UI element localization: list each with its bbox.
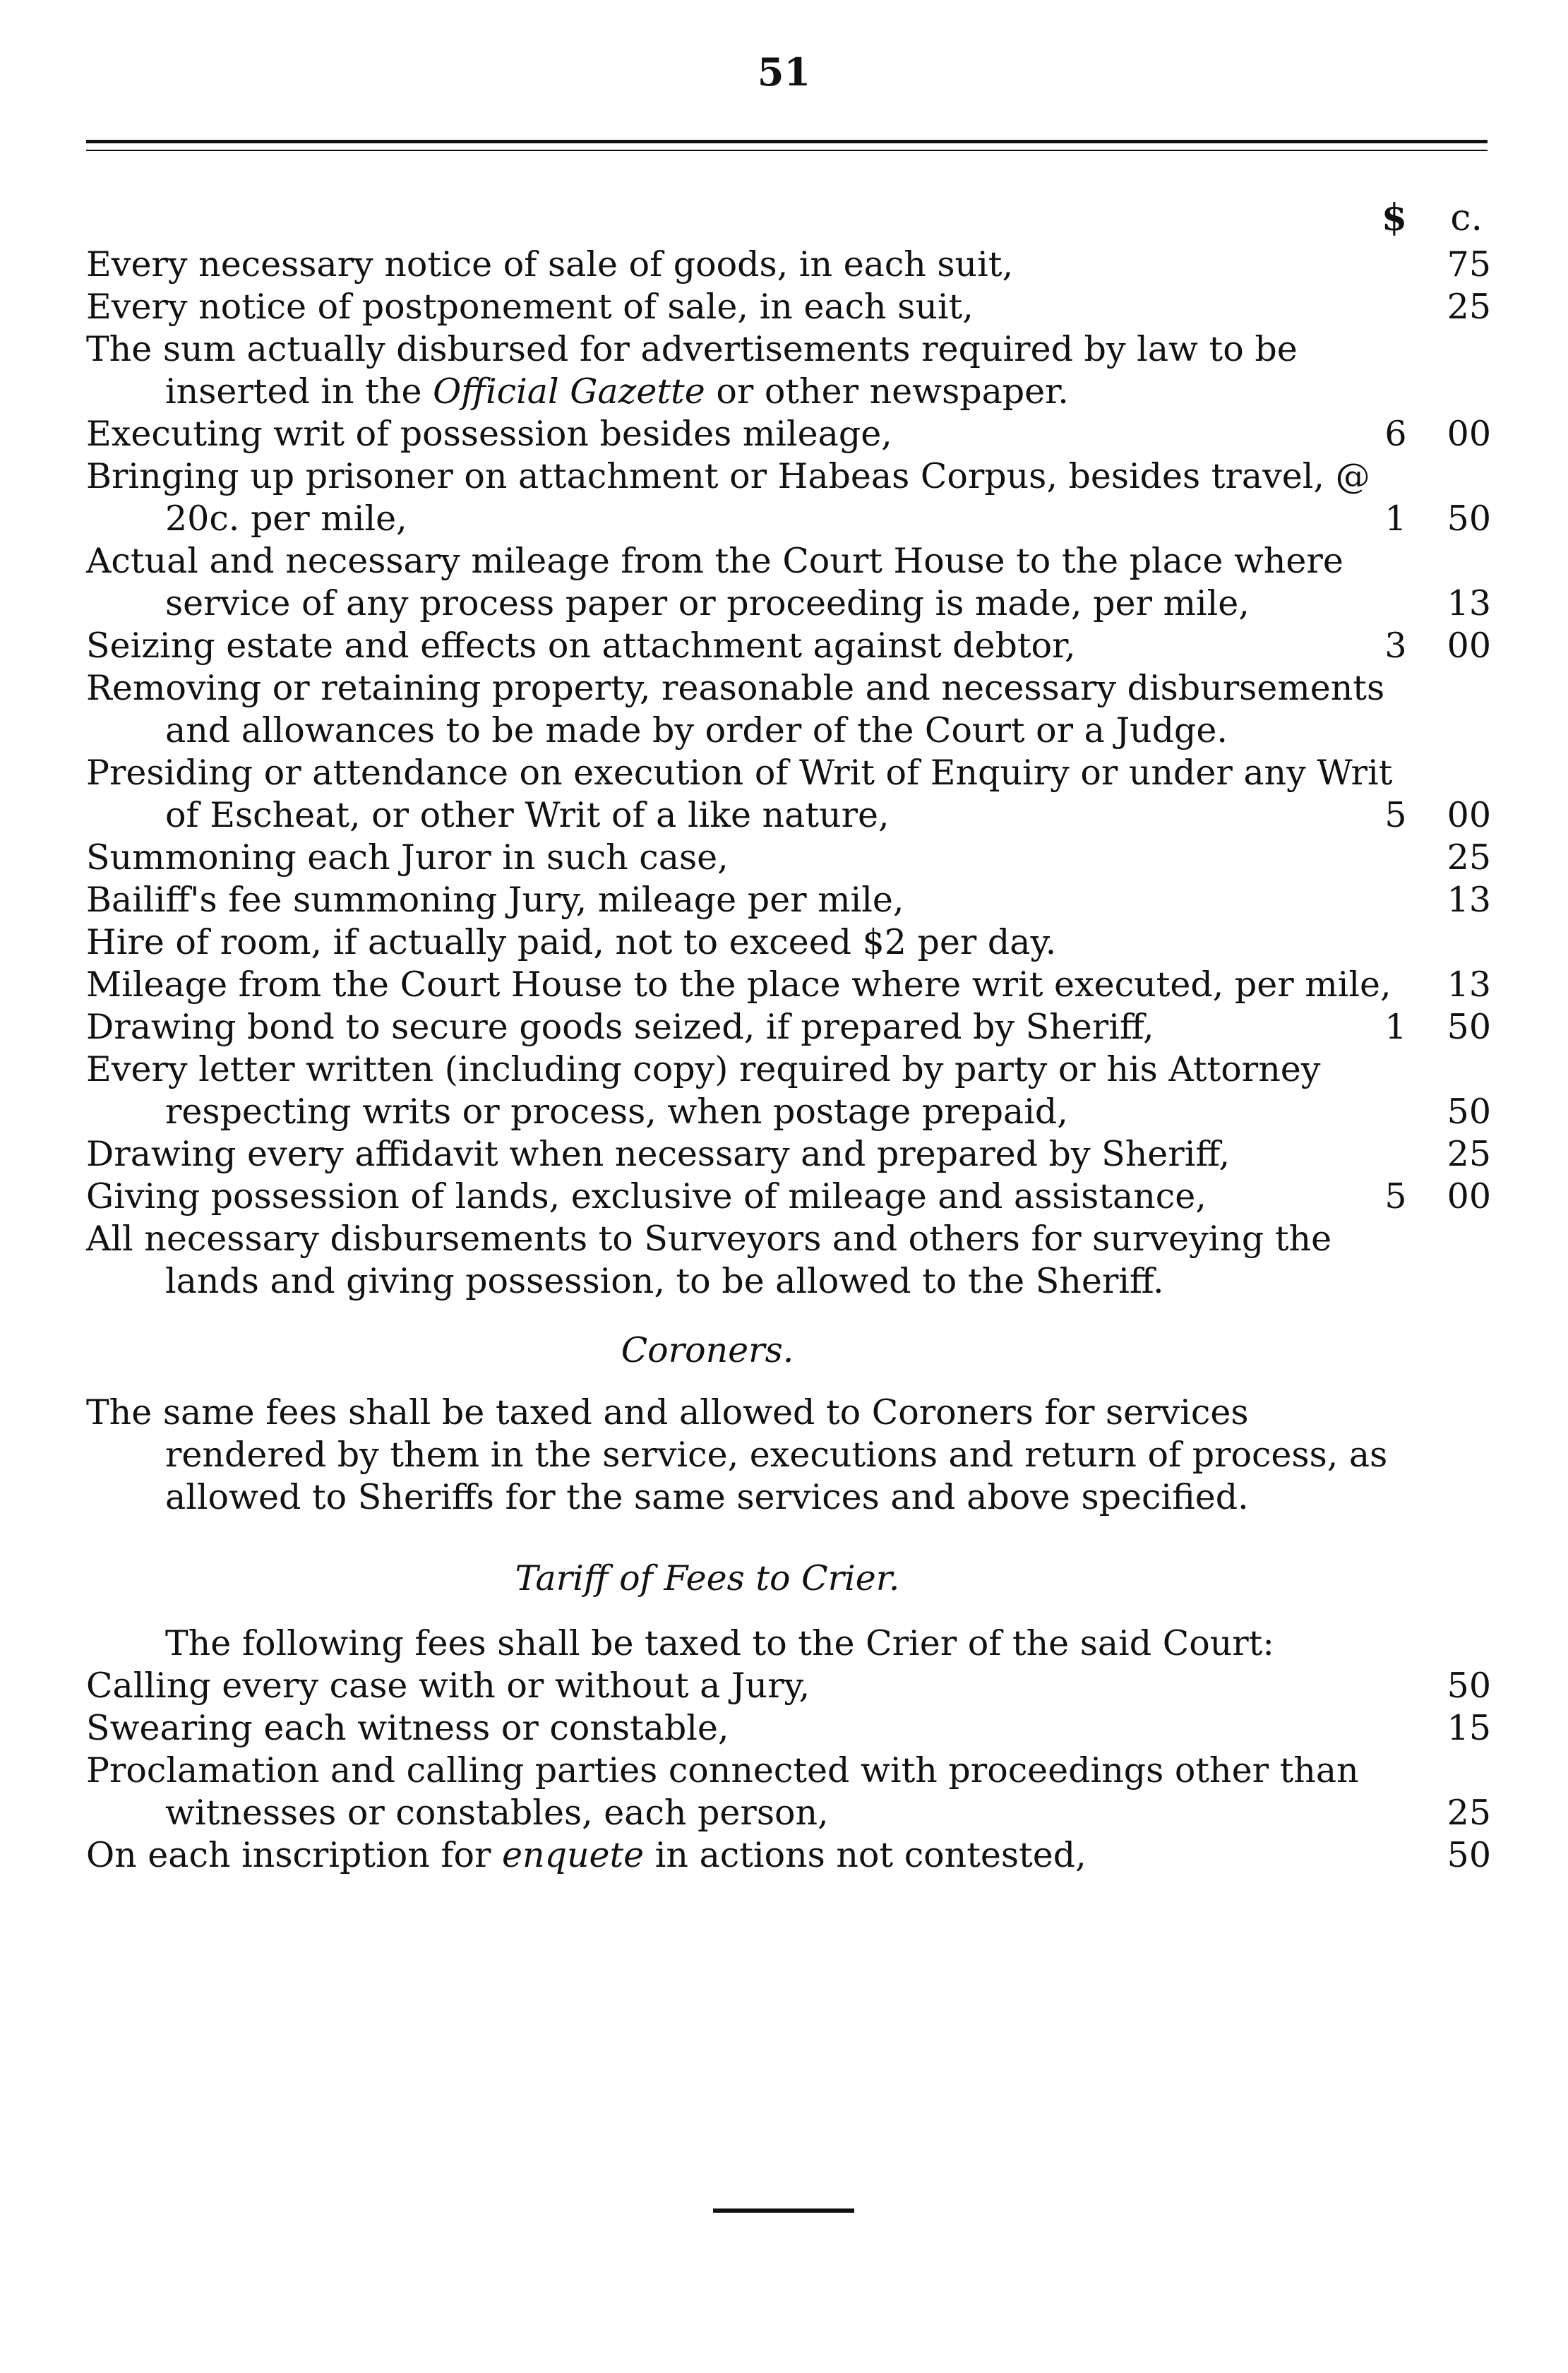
fee-row — [86, 328, 1491, 413]
fee-cents: 00 — [1447, 795, 1491, 835]
fee-description: The sum actually disbursed for advertisements required by law to be inserted in the Official Gazette or other newspaper. — [86, 329, 1298, 412]
fee-amount — [1371, 1176, 1491, 1218]
fee-amount — [1371, 582, 1491, 625]
fee-cents: 25 — [1447, 1134, 1491, 1174]
fee-description: Removing or retaining property, reasonable and necessary disbursements and allowances to be made by order of the Court or a Judge. — [86, 668, 1385, 751]
fee-cents: 50 — [1447, 498, 1491, 539]
header-rule-thick — [86, 140, 1488, 143]
fee-dollars: 1 — [1384, 498, 1407, 539]
fee-description: Seizing estate and effects on attachment against debtor, — [86, 626, 1076, 666]
fee-amount — [1371, 1834, 1491, 1877]
fee-description: Calling every case with or without a Jury, — [86, 1666, 810, 1706]
fee-row — [86, 1665, 1491, 1707]
fee-row — [86, 837, 1491, 879]
fee-amount — [1371, 625, 1491, 667]
fee-row — [86, 286, 1491, 328]
fee-description: Every necessary notice of sale of goods, in each suit, — [86, 244, 1014, 285]
page-number: 51 — [757, 49, 811, 95]
header-rule-thin — [86, 150, 1488, 151]
currency-column-header — [1370, 196, 1490, 239]
fee-row — [86, 1218, 1491, 1303]
fee-description: Summoning each Juror in such case, — [86, 837, 729, 878]
fee-cents: 50 — [1447, 1092, 1491, 1132]
fee-cents: 75 — [1447, 244, 1491, 285]
fee-cents: 13 — [1447, 880, 1491, 920]
fee-description: Presiding or attendance on execution of Writ of Enquiry or under any Writ of Escheat, or other Writ of a like nature, — [86, 753, 1393, 835]
fee-row — [86, 752, 1491, 837]
fee-amount — [1371, 1006, 1491, 1048]
crier-fee-list — [86, 1665, 1491, 1877]
crier-section-title: Tariff of Fees to Crier. — [515, 1558, 900, 1598]
fee-row — [86, 879, 1491, 921]
fee-amount — [1371, 498, 1491, 540]
fee-description: Actual and necessary mileage from the Court House to the place where service of any process paper or proceeding is made, per mile, — [86, 541, 1343, 623]
fee-description: Drawing every affidavit when necessary and prepared by Sheriff, — [86, 1134, 1231, 1174]
fee-row — [86, 1707, 1491, 1750]
fee-description: On each inscription for enquete in actions not contested, — [86, 1835, 1087, 1875]
fee-amount — [1371, 413, 1491, 455]
fee-amount — [1371, 921, 1491, 964]
fee-description: Swearing each witness or constable, — [86, 1708, 729, 1748]
fee-amount — [1371, 1707, 1491, 1750]
fee-row — [86, 1834, 1491, 1877]
fee-row — [86, 1048, 1491, 1133]
fee-amount — [1371, 710, 1491, 752]
fee-amount — [1371, 371, 1491, 413]
fee-cents: 00 — [1447, 626, 1491, 666]
fee-amount — [1371, 964, 1491, 1006]
fee-amount — [1371, 1133, 1491, 1176]
fee-row — [86, 1006, 1491, 1048]
fee-dollars: 5 — [1384, 795, 1407, 835]
fee-row — [86, 1750, 1491, 1834]
fee-row — [86, 964, 1491, 1006]
fee-amount — [1371, 794, 1491, 837]
fee-row — [86, 1133, 1491, 1176]
fee-description: Every letter written (including copy) required by party or his Attorney respecting writs or process, when postage prepaid, — [86, 1049, 1321, 1132]
fee-dollars: 6 — [1384, 414, 1407, 454]
fee-amount — [1371, 244, 1491, 286]
fee-cents: 25 — [1447, 287, 1491, 327]
fee-document-body — [86, 244, 1491, 1877]
fee-amount — [1371, 286, 1491, 328]
fee-amount — [1371, 837, 1491, 879]
fee-row — [86, 413, 1491, 455]
fee-description: Every notice of postponement of sale, in each suit, — [86, 287, 974, 327]
fee-row — [86, 1176, 1491, 1218]
fee-description: Hire of room, if actually paid, not to exceed $2 per day. — [86, 922, 1057, 962]
fee-description: Executing writ of possession besides mileage, — [86, 414, 892, 454]
fee-description: Proclamation and calling parties connected with proceedings other than witnesses or constables, each person, — [86, 1750, 1359, 1833]
dollar-header: $ — [1381, 196, 1408, 239]
fee-description: All necessary disbursements to Surveyors and others for surveying the lands and giving possession, to be allowed to the Sheriff. — [86, 1219, 1332, 1301]
fee-cents: 13 — [1447, 583, 1491, 623]
fee-description: Drawing bond to secure goods seized, if prepared by Sheriff, — [86, 1007, 1154, 1047]
fee-dollars: 5 — [1384, 1176, 1407, 1217]
end-rule — [713, 2208, 854, 2213]
fee-amount — [1371, 1792, 1491, 1834]
fee-row — [86, 455, 1491, 540]
cents-header: c. — [1450, 197, 1483, 239]
fee-cents: 50 — [1447, 1835, 1491, 1875]
fee-dollars: 1 — [1384, 1007, 1407, 1047]
fee-row — [86, 540, 1491, 625]
coroners-paragraph: The same fees shall be taxed and allowed to Coroners for services rendered by them in the service, executions and return of process, as allowed to Sheriffs for the same services and above specified. — [86, 1392, 1388, 1517]
fee-row — [86, 244, 1491, 286]
fee-cents: 13 — [1447, 964, 1491, 1005]
fee-cents: 50 — [1447, 1007, 1491, 1047]
fee-description: Bringing up prisoner on attachment or Habeas Corpus, besides travel, @ 20c. per mile, — [86, 456, 1370, 539]
fee-cents: 25 — [1447, 1793, 1491, 1833]
fee-row — [86, 921, 1491, 964]
fee-description: Giving possession of lands, exclusive of mileage and assistance, — [86, 1176, 1207, 1217]
fee-amount — [1371, 1665, 1491, 1707]
fee-row — [86, 625, 1491, 667]
fee-row — [86, 667, 1491, 752]
fee-amount — [1371, 1091, 1491, 1133]
crier-intro: The following fees shall be taxed to the Crier of the said Court: — [165, 1623, 1274, 1663]
fee-cents: 00 — [1447, 414, 1491, 454]
fee-description: Bailiff's fee summoning Jury, mileage per mile, — [86, 880, 904, 920]
fee-dollars: 3 — [1384, 626, 1407, 666]
fee-cents: 15 — [1447, 1708, 1491, 1748]
fee-cents: 25 — [1447, 837, 1491, 878]
fee-description: Mileage from the Court House to the place where writ executed, per mile, — [86, 964, 1392, 1005]
sheriff-fee-list — [86, 244, 1491, 1303]
fee-cents: 50 — [1447, 1666, 1491, 1706]
fee-amount — [1371, 879, 1491, 921]
fee-amount — [1371, 1260, 1491, 1303]
coroners-section-title: Coroners. — [621, 1330, 794, 1370]
fee-cents: 00 — [1447, 1176, 1491, 1217]
